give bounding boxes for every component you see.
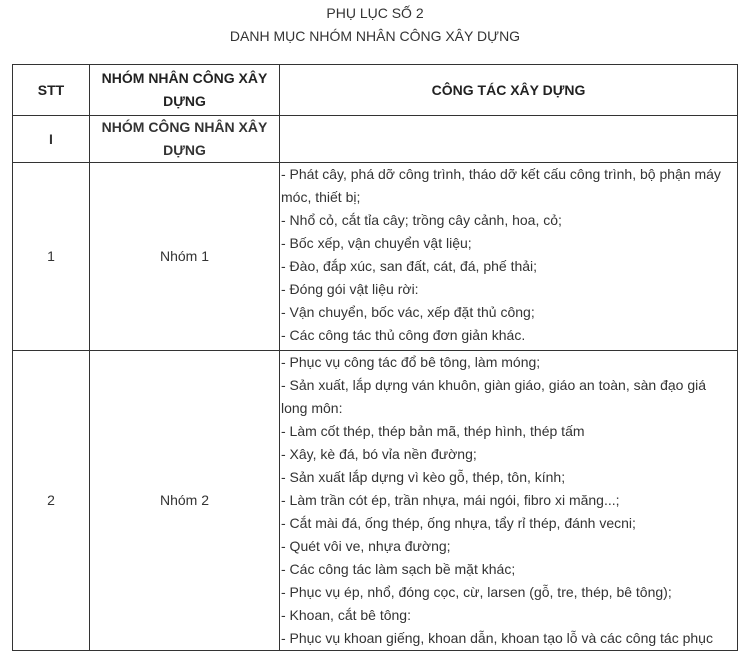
work-item: - Các công tác làm sạch bề mặt khác; xyxy=(281,561,516,577)
row-stt: 1 xyxy=(13,163,90,351)
work-item: - Làm trần cót ép, trần nhựa, mái ngói, fibro xi măng...; xyxy=(281,492,620,508)
work-item: - Vận chuyển, bốc vác, xếp đặt thủ công; xyxy=(281,304,535,320)
appendix-title: PHỤ LỤC SỐ 2 xyxy=(326,5,424,21)
header-group: NHÓM NHÂN CÔNG XÂY DỰNG xyxy=(90,65,280,116)
row-group: Nhóm 2 xyxy=(90,351,280,651)
table-row xyxy=(13,163,738,351)
work-item: - Sản xuất lắp dựng vì kèo gỗ, thép, tôn, kính; xyxy=(281,469,566,485)
row-work xyxy=(280,351,738,651)
table-header-row xyxy=(13,65,738,116)
work-item: - Khoan, cắt bê tông: xyxy=(281,607,411,623)
section-work xyxy=(280,116,738,163)
work-item: - Phát cây, phá dỡ công trình, tháo dỡ kết cấu công trình, bộ phận máy móc, thiết bị; xyxy=(281,166,721,205)
work-item: - Phục vụ công tác đổ bê tông, làm móng; xyxy=(281,354,541,370)
row-work xyxy=(280,163,738,351)
appendix-subtitle: DANH MỤC NHÓM NHÂN CÔNG XÂY DỰNG xyxy=(229,28,521,44)
work-item: - Quét vôi ve, nhựa đường; xyxy=(281,538,451,554)
section-group: NHÓM CÔNG NHÂN XÂY DỰNG xyxy=(90,116,280,163)
work-item: - Các công tác thủ công đơn giản khác. xyxy=(281,327,526,343)
header-work: CÔNG TÁC XÂY DỰNG xyxy=(280,65,738,116)
section-row xyxy=(13,116,738,163)
table-row xyxy=(13,351,738,651)
work-item: - Phục vụ khoan giếng, khoan dẫn, khoan tạo lỗ và các công tác phục xyxy=(281,630,713,646)
row-stt: 2 xyxy=(13,351,90,651)
work-item: - Nhổ cỏ, cắt tỉa cây; trồng cây cảnh, hoa, cỏ; xyxy=(281,212,562,228)
section-stt: I xyxy=(13,116,90,163)
labor-group-table xyxy=(12,64,738,651)
row-group: Nhóm 1 xyxy=(90,163,280,351)
work-item: - Xây, kè đá, bó vỉa nền đường; xyxy=(281,446,477,462)
work-list xyxy=(281,351,733,650)
header-stt: STT xyxy=(13,65,90,116)
work-item: - Cắt mài đá, ống thép, ống nhựa, tẩy rỉ thép, đánh vecni; xyxy=(281,515,636,531)
work-item: - Đóng gói vật liệu rời: xyxy=(281,281,419,297)
work-list xyxy=(281,163,733,350)
work-item: - Sản xuất, lắp dựng ván khuôn, giàn giáo, giáo an toàn, sàn đạo giá long môn: xyxy=(281,377,707,416)
work-item: - Đào, đắp xúc, san đất, cát, đá, phế thải; xyxy=(281,258,538,274)
work-item: - Bốc xếp, vận chuyển vật liệu; xyxy=(281,235,472,251)
work-item: - Làm cốt thép, thép bản mã, thép hình, thép tấm xyxy=(281,423,585,439)
work-item: - Phục vụ ép, nhổ, đóng cọc, cừ, larsen (gỗ, tre, thép, bê tông); xyxy=(281,584,672,600)
